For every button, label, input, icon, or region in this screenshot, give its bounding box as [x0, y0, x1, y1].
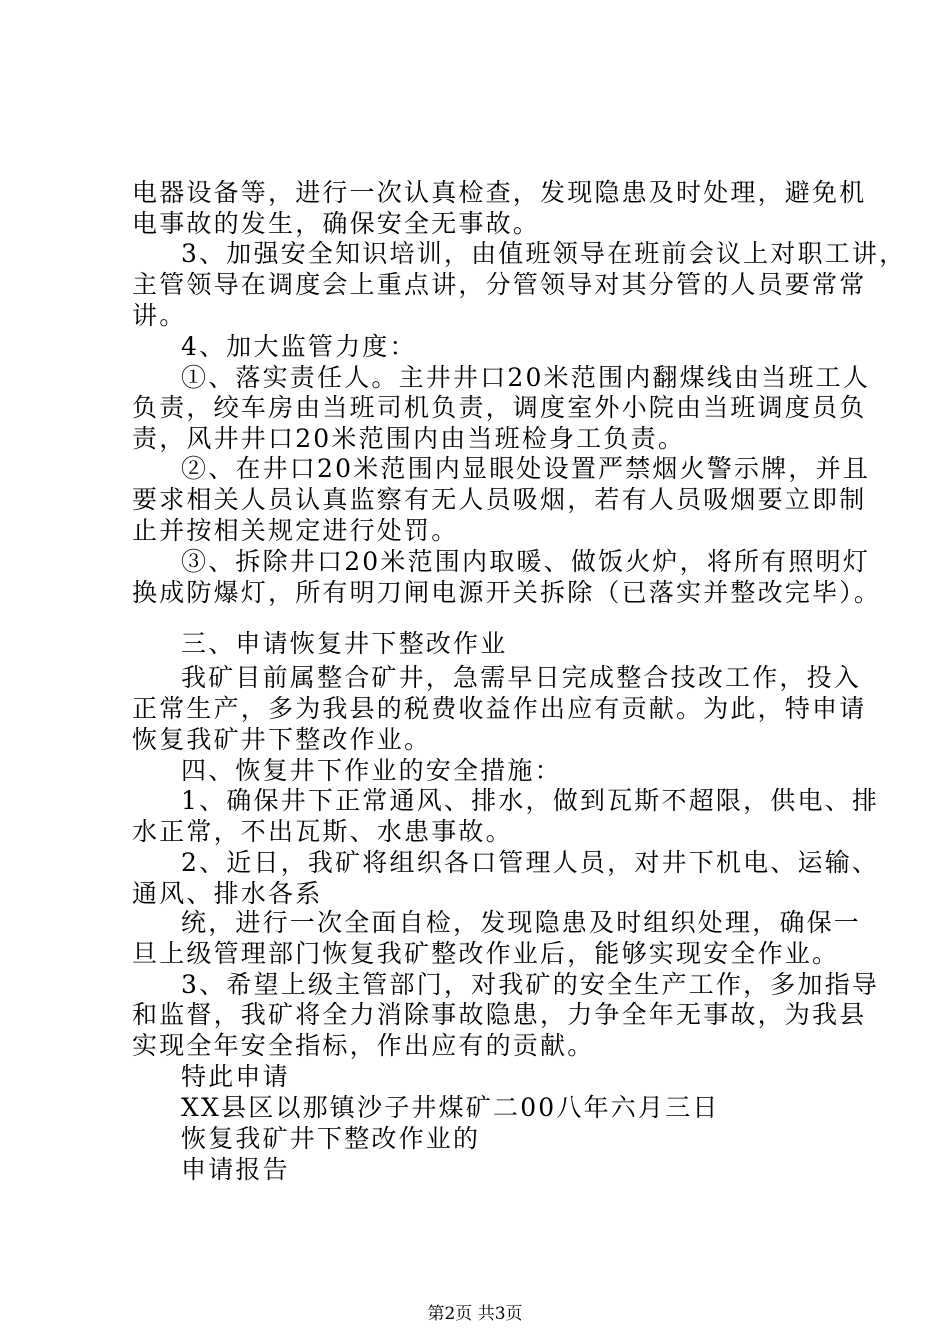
- text-line: 负责，绞车房由当班司机负责，调度室外小院由当班调度员负: [132, 393, 867, 422]
- page-number-footer: 第2页 共3页: [427, 1304, 523, 1324]
- text-line: 正常生产，多为我县的税费收益作出应有贡献。为此，特申请: [132, 694, 867, 723]
- section-heading: 四、恢复井下作业的安全措施：: [181, 756, 562, 785]
- text-line: 恢复我矿井下整改作业。: [132, 725, 432, 754]
- text-line: ②、在井口20米范围内显眼处设置严禁烟火警示牌，并且: [181, 454, 871, 483]
- text-line: 责，风井井口20米范围内由当班检身工负责。: [132, 424, 686, 453]
- text-line: 通风、排水各系: [132, 879, 323, 908]
- text-line: 要求相关人员认真监察有无人员吸烟，若有人员吸烟要立即制: [132, 485, 867, 514]
- text-line: 水正常，不出瓦斯、水患事故。: [132, 817, 513, 846]
- text-line: 止并按相关规定进行处罚。: [132, 516, 459, 545]
- text-line: 我矿目前属整合矿井，急需早日完成整合技改工作，投入: [181, 663, 862, 692]
- text-line: 实现全年安全指标，作出应有的贡献。: [132, 1031, 595, 1060]
- text-line: ①、落实责任人。主井井口20米范围内翻煤线由当班工人: [181, 363, 871, 392]
- text-line: 3、加强安全知识培训，由值班领导在班前会议上对职工讲，: [181, 239, 907, 268]
- closing-line: 特此申请: [181, 1062, 290, 1091]
- report-title-line: 恢复我矿井下整改作业的: [181, 1124, 481, 1153]
- signature-line: XX县区以那镇沙子井煤矿二00八年六月三日: [181, 1093, 720, 1122]
- report-title-line: 申请报告: [181, 1155, 290, 1184]
- text-line: ③、拆除井口20米范围内取暖、做饭火炉，将所有照明灯: [181, 547, 871, 576]
- text-line: 3、希望上级主管部门，对我矿的安全生产工作，多加指导: [181, 970, 880, 999]
- text-line: 电事故的发生，确保安全无事故。: [132, 209, 541, 238]
- text-line: 统，进行一次全面自检，发现隐患及时组织处理，确保一: [181, 908, 862, 937]
- text-line: 讲。: [132, 301, 187, 330]
- section-heading: 三、申请恢复井下整改作业: [181, 629, 508, 658]
- text-line: 主管领导在调度会上重点讲，分管领导对其分管的人员要常常: [132, 270, 867, 299]
- text-line: 2、近日，我矿将组织各口管理人员，对井下机电、运输、: [181, 848, 880, 877]
- text-line: 旦上级管理部门恢复我矿整改作业后，能够实现安全作业。: [132, 939, 840, 968]
- text-line: 4、加大监管力度：: [181, 332, 417, 361]
- text-line: 1、确保井下正常通风、排水，做到瓦斯不超限，供电、排: [181, 786, 880, 815]
- text-line: 电器设备等，进行一次认真检查，发现隐患及时处理，避免机: [132, 178, 867, 207]
- text-line: 和监督，我矿将全力消除事故隐患，力争全年无事故，为我县: [132, 1000, 867, 1029]
- text-line: 换成防爆灯，所有明刀闸电源开关拆除（已落实并整改完毕）。: [132, 578, 882, 607]
